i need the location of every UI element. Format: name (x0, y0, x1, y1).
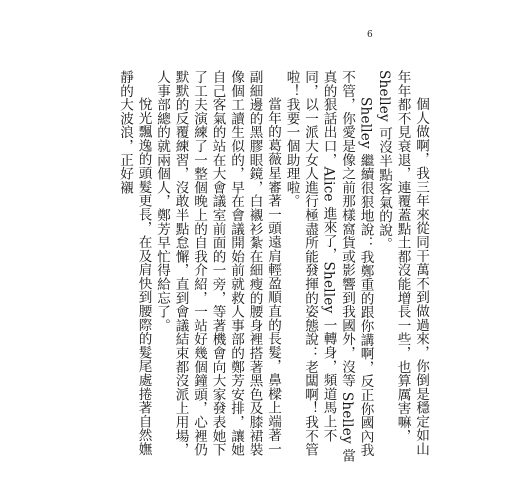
paragraph: 個人做啊，我三年來從同干萬不到做過來，你倒是穩定如山年年都不見衰退，連覆蓋點土都沒能增長一些，也算厲害嘛，Shelley 可沒半點客氣的說。 (376, 70, 429, 456)
page-number: 6 (367, 30, 373, 40)
paragraph: 悅光飄逸的頭髮更長，在及肩快到腰際的髮尾處捲著自然嫵靜的大波浪，正好襯 (117, 70, 152, 456)
paragraph: Shelley 繼續很狠地說：我鄭重的跟你講啊，反正你國內我不管，你愛是像之前那樣窩貨或影響到我國外，沒等 Shelley 當真的狠話出口，Alice 進來了，Shelley 一轉身，頻道馬上不同，以一派大女人進行極盡所能發揮的姿態說：老闆啊！我不管啦！我要一個助理啦。 (283, 70, 374, 463)
vertical-text-block (117, 70, 430, 465)
paragraph: 當年的葛薇星審著一頭遠肩輕盈順直的長髮，鼻樑上端著一副細邊的黑膠眼鏡，白襯衫紮在細瘦的腰身裡搭著黑色及膝裙裝像個工讀生似的，早在會議開始前就救人事部的鄭芳安排，讓她自己客氣的站在大會議室前面的一旁，等著機會向大家發表她下了工夫演練了一整個晚上的自我介紹，一站好幾個鐘頭，心裡仍默默的反覆練習，沒敢半點怠懈，直到會議結束都沒派上用場，人事部總的就兩個人，鄭芳早忙得給忘了。 (154, 70, 281, 457)
